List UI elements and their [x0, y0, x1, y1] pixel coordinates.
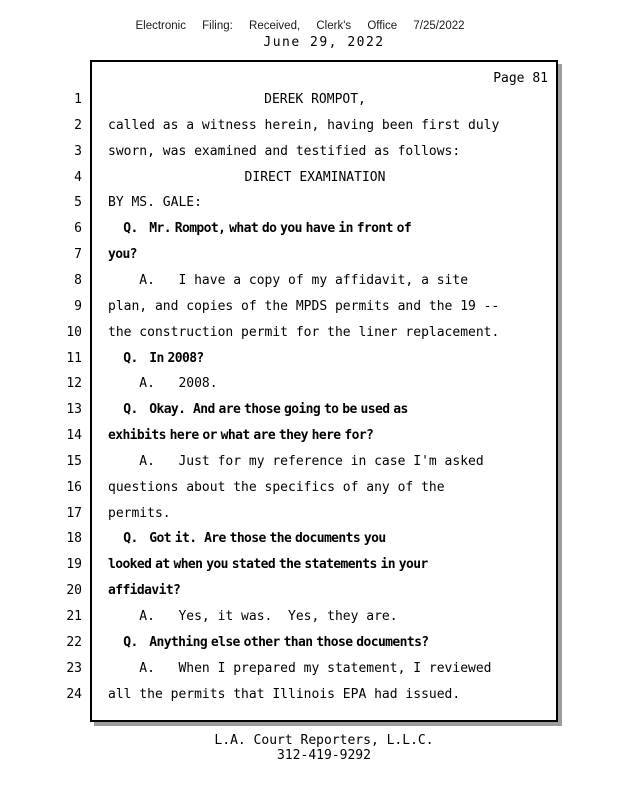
- line-text: plan, and copies of the MPDS permits and the 19 --: [108, 298, 500, 314]
- line-number: 5: [74, 195, 82, 211]
- transcript-line: [0, 273, 618, 299]
- line-number: 1: [74, 92, 82, 107]
- line-text: Q. Anything else other than those documents?: [108, 634, 429, 650]
- line-text: affidavit?: [108, 583, 181, 599]
- line-number: 4: [74, 169, 82, 185]
- line-text: DEREK ROMPOT,: [264, 92, 366, 107]
- line-number: 13: [66, 402, 82, 418]
- court-reporter-name: L.A. Court Reporters, L.L.C.: [214, 733, 434, 748]
- line-number: 22: [66, 634, 82, 650]
- line-text: permits.: [108, 505, 171, 521]
- transcript-line: [0, 454, 618, 480]
- transcript-line: [0, 170, 618, 196]
- transcript-line: [0, 635, 618, 661]
- line-number: 11: [66, 350, 82, 366]
- electronic-filing-stamp: Electronic Filing: Received, Clerk's Office 7/25/2022: [135, 20, 465, 32]
- line-number: 15: [66, 453, 82, 469]
- line-number: 16: [66, 479, 82, 495]
- transcript-line: [0, 609, 618, 635]
- line-text: Q. In 2008?: [108, 350, 204, 366]
- transcript-line: [0, 687, 618, 713]
- line-text: Q. Mr. Rompot, what do you have in front of: [108, 221, 412, 237]
- line-number: 2: [74, 117, 82, 133]
- line-text: A. Yes, it was. Yes, they are.: [108, 609, 398, 624]
- line-text: exhibits here or what are they here for?: [108, 428, 374, 444]
- transcript-line: [0, 118, 618, 144]
- transcript-line: [0, 661, 618, 687]
- transcript-line: [0, 195, 618, 221]
- line-text: questions about the specifics of any of the: [108, 479, 445, 495]
- line-text: called as a witness herein, having been first duly: [108, 117, 500, 133]
- transcript-line: [0, 506, 618, 532]
- line-number: 24: [66, 686, 82, 702]
- line-number: 19: [66, 557, 82, 573]
- transcript-line: [0, 351, 618, 377]
- line-number: 3: [74, 143, 82, 159]
- transcript-line: [0, 531, 618, 557]
- transcript-line: [0, 221, 618, 247]
- transcript-line: [0, 428, 618, 454]
- transcript-date: June 29, 2022: [263, 35, 385, 50]
- line-number: 21: [66, 609, 82, 624]
- line-text: looked at when you stated the statements in your: [108, 557, 428, 573]
- line-text: A. Just for my reference in case I'm asked: [108, 453, 484, 469]
- line-text: A. When I prepared my statement, I reviewed: [108, 660, 492, 676]
- transcript-line: [0, 299, 618, 325]
- line-text: the construction permit for the liner replacement.: [108, 324, 500, 340]
- line-number: 12: [66, 376, 82, 392]
- line-text: BY MS. GALE:: [108, 195, 202, 211]
- line-number: 8: [74, 272, 82, 288]
- transcript-line: [0, 557, 618, 583]
- line-number: 10: [66, 324, 82, 340]
- transcript-line: [0, 92, 618, 118]
- line-text: you?: [108, 247, 137, 263]
- line-number: 23: [66, 660, 82, 676]
- page-number-label: Page 81: [493, 71, 548, 86]
- line-number: 7: [74, 247, 82, 263]
- line-number: 9: [74, 298, 82, 314]
- line-text: DIRECT EXAMINATION: [244, 169, 386, 185]
- transcript-line: [0, 144, 618, 170]
- transcript-line: [0, 402, 618, 428]
- line-number: 6: [74, 221, 82, 237]
- line-text: Q. Got it. Are those the documents you: [108, 531, 386, 547]
- line-text: Q. Okay. And are those going to be used as: [108, 402, 408, 418]
- line-text: all the permits that Illinois EPA had issued.: [108, 686, 461, 702]
- court-reporter-phone: 312-419-9292: [277, 748, 371, 763]
- line-number: 17: [66, 505, 82, 521]
- line-number: 14: [66, 428, 82, 444]
- transcript-line: [0, 376, 618, 402]
- line-text: sworn, was examined and testified as follows:: [108, 143, 461, 159]
- transcript-line: [0, 583, 618, 609]
- line-text: A. I have a copy of my affidavit, a site: [108, 272, 469, 288]
- line-number: 20: [66, 583, 82, 599]
- line-text: A. 2008.: [108, 376, 218, 392]
- transcript-line: [0, 480, 618, 506]
- transcript-line: [0, 325, 618, 351]
- transcript-line: [0, 247, 618, 273]
- line-number: 18: [66, 531, 82, 547]
